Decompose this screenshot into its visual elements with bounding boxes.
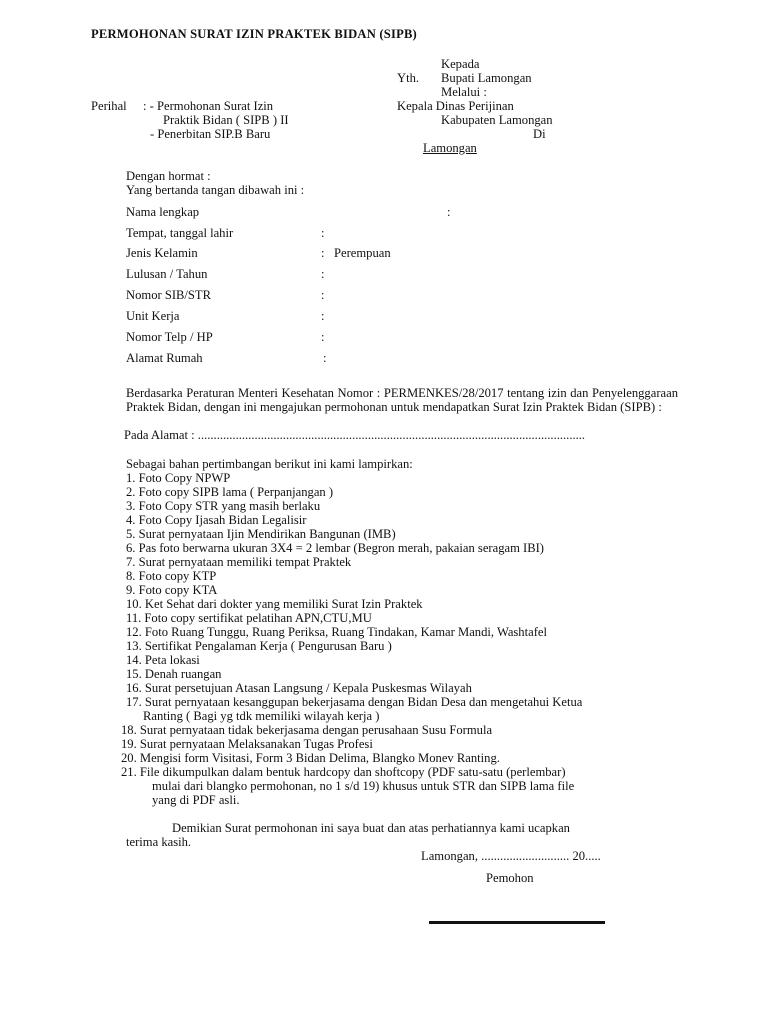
place-date: Lamongan, ............................ 20..... — [421, 849, 601, 863]
recipient-bupati: Bupati Lamongan — [441, 71, 532, 85]
field-nomor-telp — [126, 330, 426, 344]
attachments-intro: Sebagai bahan pertimbangan berikut ini kami lampirkan: — [126, 457, 413, 471]
list-item: 20. Mengisi form Visitasi, Form 3 Bidan Delima, Blangko Monev Ranting. — [121, 751, 500, 765]
list-item: 17. Surat pernyataan kesanggupan bekerjasama dengan Bidan Desa dan mengetahui Ketua — [126, 695, 583, 709]
field-label: Alamat Rumah — [126, 351, 203, 365]
field-nama-lengkap — [126, 205, 451, 219]
list-item: 19. Surat pernyataan Melaksanakan Tugas Profesi — [121, 737, 373, 751]
list-item: 1. Foto Copy NPWP — [126, 471, 231, 485]
field-colon: : — [321, 288, 325, 302]
recipient-kabupaten: Kabupaten Lamongan — [441, 113, 553, 127]
list-item: 14. Peta lokasi — [126, 653, 200, 667]
list-item: 9. Foto copy KTA — [126, 583, 218, 597]
list-item: 15. Denah ruangan — [126, 667, 222, 681]
field-label: Jenis Kelamin — [126, 246, 198, 260]
list-item: 4. Foto Copy Ijasah Bidan Legalisir — [126, 513, 307, 527]
list-item-continuation: Ranting ( Bagi yg tdk memiliki wilayah kerja ) — [143, 709, 380, 723]
field-unit-kerja — [126, 309, 426, 323]
list-item: 21. File dikumpulkan dalam bentuk hardcopy dan shoftcopy (PDF satu-satu (perlembar) — [121, 765, 566, 779]
list-item: 5. Surat pernyataan Ijin Mendirikan Bangunan (IMB) — [126, 527, 396, 541]
signature-line — [429, 921, 605, 924]
field-tempat-tanggal-lahir — [126, 226, 426, 240]
recipient-dinas: Kepala Dinas Perijinan — [397, 99, 514, 113]
list-item-continuation: mulai dari blangko permohonan, no 1 s/d 19) khusus untuk STR dan SIPB lama file — [152, 779, 575, 793]
perihal-line-2: Praktik Bidan ( SIPB ) II — [163, 113, 289, 127]
field-label: Unit Kerja — [126, 309, 180, 323]
list-item: 2. Foto copy SIPB lama ( Perpanjangan ) — [126, 485, 334, 499]
perihal-line-3: - Penerbitan SIP.B Baru — [150, 127, 271, 141]
intro-line: Yang bertanda tangan dibawah ini : — [126, 183, 305, 197]
list-item: 11. Foto copy sertifikat pelatihan APN,CTU,MU — [126, 611, 372, 625]
document-title: PERMOHONAN SURAT IZIN PRAKTEK BIDAN (SIPB) — [91, 27, 417, 41]
field-label: Tempat, tanggal lahir — [126, 226, 234, 240]
recipient-kepada: Kepada — [441, 57, 480, 71]
field-jenis-kelamin — [126, 246, 426, 260]
list-item-continuation: yang di PDF asli. — [152, 793, 240, 807]
recipient-di: Di — [533, 127, 546, 141]
list-item: 13. Sertifikat Pengalaman Kerja ( Pengurusan Baru ) — [126, 639, 392, 653]
list-item: 7. Surat pernyataan memiliki tempat Praktek — [126, 555, 352, 569]
field-colon: : — [321, 246, 325, 260]
field-label: Nomor SIB/STR — [126, 288, 212, 302]
field-nomor-sib-str — [126, 288, 426, 302]
perihal-label: Perihal — [91, 99, 127, 113]
list-item: 10. Ket Sehat dari dokter yang memiliki Surat Izin Praktek — [126, 597, 423, 611]
recipient-melalui: Melalui : — [441, 85, 487, 99]
list-item: 8. Foto copy KTP — [126, 569, 217, 583]
perihal-line-1: : - Permohonan Surat Izin — [143, 99, 274, 113]
list-item: 3. Foto Copy STR yang masih berlaku — [126, 499, 321, 513]
list-item: 12. Foto Ruang Tunggu, Ruang Periksa, Ruang Tindakan, Kamar Mandi, Washtafel — [126, 625, 547, 639]
list-item: 6. Pas foto berwarna ukuran 3X4 = 2 lembar (Begron merah, pakaian seragam IBI) — [126, 541, 545, 555]
list-item: 18. Surat pernyataan tidak bekerjasama dengan perusahaan Susu Formula — [121, 723, 493, 737]
greeting: Dengan hormat : — [126, 169, 211, 183]
field-value: Perempuan — [334, 246, 391, 260]
field-colon: : — [447, 205, 451, 219]
field-label: Nomor Telp / HP — [126, 330, 213, 344]
field-colon: : — [321, 309, 325, 323]
alamat-line: Pada Alamat : ........................................................................................................................... — [124, 428, 586, 442]
field-colon: : — [321, 267, 325, 281]
basis-paragraph: Berdasarka Peraturan Menteri Kesehatan Nomor : PERMENKES/28/2017 tentang izin dan Penyelenggaraan Praktek Bidan, dengan ini mengajukan permohonan untuk mendapatkan Surat Izin Praktek Bidan (SIPB) : — [126, 386, 678, 414]
recipient-city: Lamongan — [423, 141, 477, 155]
recipient-yth: Yth. — [397, 71, 420, 85]
field-colon: : — [321, 330, 325, 344]
field-lulusan-tahun — [126, 267, 426, 281]
field-label: Nama lengkap — [126, 205, 200, 219]
field-colon: : — [323, 351, 327, 365]
field-alamat-rumah — [126, 351, 426, 365]
list-item: 16. Surat persetujuan Atasan Langsung / Kepala Puskesmas Wilayah — [126, 681, 472, 695]
closing-line-2: terima kasih. — [126, 835, 192, 849]
field-label: Lulusan / Tahun — [126, 267, 208, 281]
closing-line-1: Demikian Surat permohonan ini saya buat dan atas perhatiannya kami ucapkan — [172, 821, 570, 835]
signer-label: Pemohon — [486, 871, 534, 885]
field-colon: : — [321, 226, 325, 240]
